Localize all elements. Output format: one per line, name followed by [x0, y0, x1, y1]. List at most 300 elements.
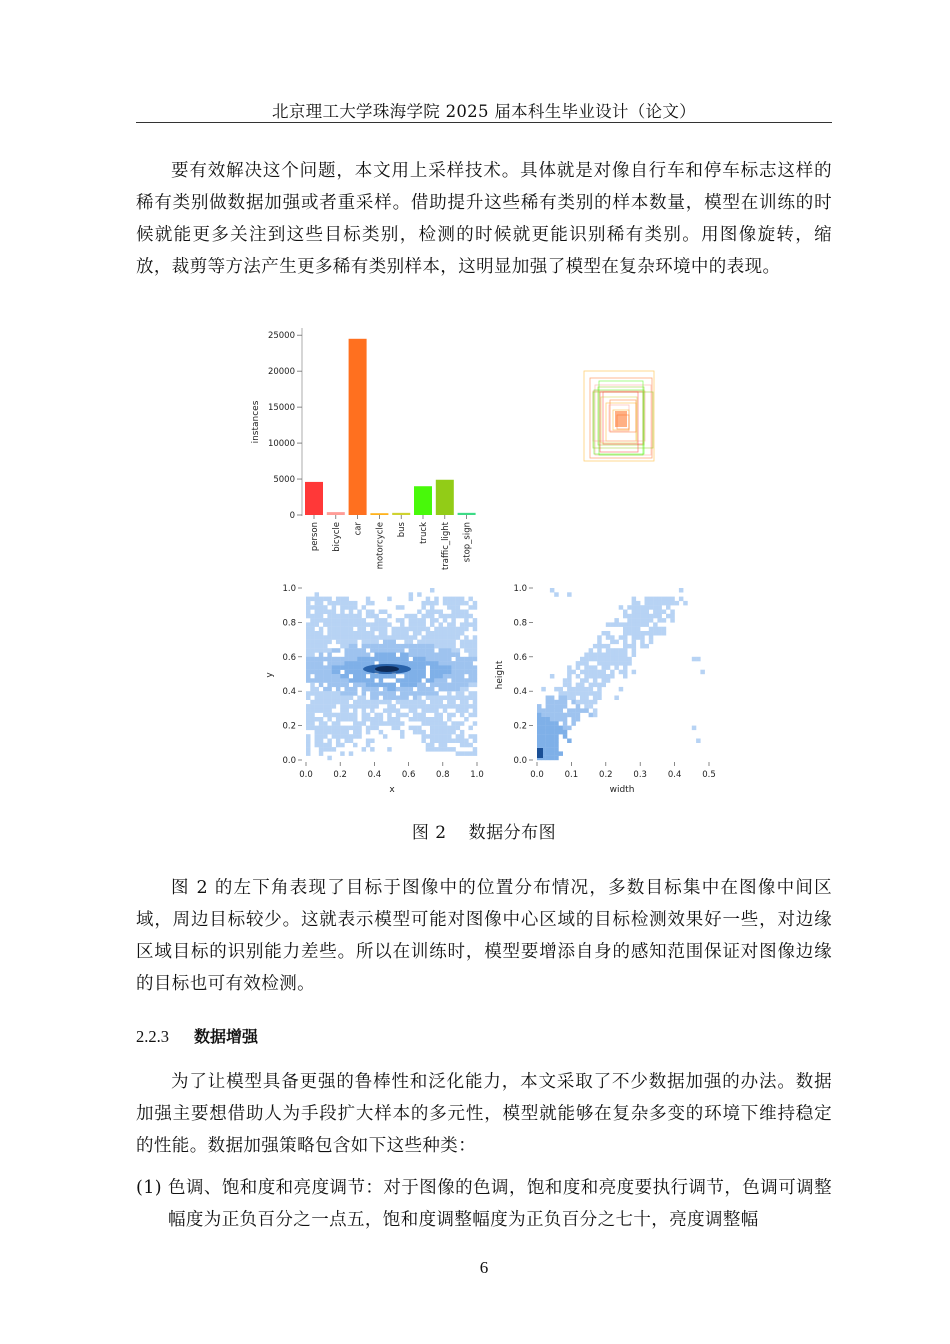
xy-heat-cell	[374, 696, 378, 701]
xy-heat-cell	[392, 687, 396, 692]
wh-heat-cell	[597, 661, 602, 666]
xy-heat-cell	[344, 687, 348, 692]
xy-heat-cell	[353, 721, 357, 726]
xy-heat-cell	[332, 713, 336, 718]
wh-heat-cell	[606, 648, 611, 653]
xy-heat-cell	[374, 644, 378, 649]
xy-heat-cell	[430, 739, 434, 744]
xy-heat-cell	[396, 687, 400, 692]
xy-heat-cell	[366, 614, 370, 619]
xy-heat-cell	[456, 627, 460, 632]
xy-heat-cell	[473, 674, 477, 679]
xy-heat-cell	[443, 739, 447, 744]
xy-heat-cell	[447, 635, 451, 640]
xy-heat-cell	[344, 691, 348, 696]
wh-heat-cell	[541, 743, 546, 748]
header-rule	[136, 122, 832, 123]
xy-heat-cell	[362, 618, 366, 623]
xy-heat-cell	[409, 618, 413, 623]
xy-heat-cell	[340, 610, 344, 615]
xy-heat-cell	[456, 610, 460, 615]
xy-heat-cell	[327, 653, 331, 658]
wh-heat-cell	[645, 618, 650, 623]
xy-heat-cell	[353, 726, 357, 731]
xy-heat-cell	[319, 678, 323, 683]
wh-heat-cell	[632, 653, 637, 658]
bar-xtick-label: motorcycle	[375, 522, 386, 570]
xy-heat-cell	[392, 631, 396, 636]
xy-heat-cell	[349, 627, 353, 632]
xy-heat-cell	[366, 678, 370, 683]
xy-heat-cell	[439, 739, 443, 744]
xy-heat-cell	[366, 730, 370, 735]
wh-heat-cell	[563, 713, 568, 718]
wh-heat-cell	[653, 622, 658, 627]
xy-heat-cell	[357, 622, 361, 627]
xy-heat-cell	[306, 665, 310, 670]
wh-heat-cell	[602, 674, 607, 679]
xy-heat-cell	[434, 721, 438, 726]
xy-heat-cell	[473, 747, 477, 752]
xy-heat-cell	[464, 739, 468, 744]
xy-heat-cell	[327, 704, 331, 709]
wh-heat-cell	[640, 610, 645, 615]
xy-heat-cell	[409, 614, 413, 619]
xy-heat-cell	[353, 670, 357, 675]
bar-ytick-label: 15000	[267, 403, 295, 414]
xy-heat-cell	[421, 683, 425, 688]
xy-heat-cell	[443, 640, 447, 645]
xy-heat-cell	[464, 614, 468, 619]
wh-heat-cell	[632, 601, 637, 606]
xy-heat-cell	[379, 618, 383, 623]
wh-heat-cell	[670, 597, 675, 602]
xy-heat-cell	[456, 687, 460, 692]
xy-heat-cell	[430, 618, 434, 623]
xy-heat-cell	[439, 721, 443, 726]
xy-heat-cell	[344, 618, 348, 623]
wh-heat-cell	[584, 687, 589, 692]
xy-heat-cell	[353, 657, 357, 662]
xy-heat-cell	[417, 622, 421, 627]
xy-heat-cell	[357, 653, 361, 658]
wh-heat-cell	[627, 627, 632, 632]
wh-heat-cell	[653, 605, 658, 610]
wh-heat-cell	[619, 687, 624, 692]
xy-heat-cell	[370, 700, 374, 705]
xy-heat-cell	[417, 687, 421, 692]
wh-heat-cell	[559, 700, 564, 705]
xy-heat-cell	[396, 717, 400, 722]
wh-heat-cell	[550, 717, 555, 722]
xy-heat-cell	[319, 670, 323, 675]
xy-heat-cell	[426, 743, 430, 748]
xy-heat-cell	[396, 605, 400, 610]
figure-caption-number: 图 2	[411, 823, 447, 843]
xy-heat-cell	[417, 610, 421, 615]
wh-heat-cell	[584, 674, 589, 679]
wh-heat-cell	[623, 670, 628, 675]
xy-heat-cell	[362, 605, 366, 610]
xy-heat-cell	[413, 726, 417, 731]
wh-heat-cell	[700, 670, 705, 675]
wh-heat-cell	[614, 640, 619, 645]
wh-heat-cell	[563, 717, 568, 722]
wh-heat-cell	[563, 678, 568, 683]
xy-heat-cell	[439, 674, 443, 679]
xy-heat-cell	[370, 644, 374, 649]
xy-heat-cell	[336, 622, 340, 627]
xy-heat-cell	[379, 648, 383, 653]
xy-heat-cell	[392, 640, 396, 645]
xy-heat-cell	[434, 644, 438, 649]
xy-heat-cell	[310, 721, 314, 726]
wh-heat-cell	[623, 627, 628, 632]
xy-heat-cell	[306, 653, 310, 658]
wh-heat-cell	[593, 696, 598, 701]
xy-heat-cell	[451, 601, 455, 606]
xy-heat-cell	[439, 657, 443, 662]
xy-heat-cell	[439, 644, 443, 649]
xy-heat-cell	[430, 743, 434, 748]
xy-heat-cell	[340, 665, 344, 670]
xy-heat-cell	[362, 687, 366, 692]
xy-heat-cell	[362, 704, 366, 709]
xy-heat-cell	[349, 734, 353, 739]
xy-heat-cell	[387, 614, 391, 619]
xy-heat-cell	[366, 622, 370, 627]
wh-heat-cell	[571, 700, 576, 705]
wh-heat-cell	[550, 756, 555, 761]
wh-heat-cell	[546, 739, 551, 744]
xy-heat-cell	[357, 726, 361, 731]
xy-heat-cell	[349, 653, 353, 658]
xy-heat-cell	[421, 704, 425, 709]
wh-heat-cell	[645, 631, 650, 636]
xy-heat-cell	[387, 721, 391, 726]
wh-heat-cell	[632, 605, 637, 610]
xy-heat-cell	[413, 683, 417, 688]
xy-heat-cell	[370, 683, 374, 688]
xy-heat-cell	[417, 700, 421, 705]
xy-heat-cell	[417, 618, 421, 623]
wh-heat-cell	[649, 614, 654, 619]
xy-heat-cell	[409, 704, 413, 709]
wh-heat-cell	[632, 610, 637, 615]
xy-heat-cell	[464, 610, 468, 615]
wh-heat-cell	[580, 708, 585, 713]
xy-heat-cell	[362, 696, 366, 701]
wh-heat-cell	[623, 622, 628, 627]
wh-heat-cell	[550, 739, 555, 744]
xy-heat-cell	[323, 721, 327, 726]
xy-heat-cell	[421, 687, 425, 692]
xy-heat-cell	[387, 700, 391, 705]
page-number: 6	[479, 1258, 489, 1277]
wh-heat-cell	[627, 661, 632, 666]
xy-heat-cell	[353, 704, 357, 709]
xy-heat-cell	[413, 670, 417, 675]
xy-heat-cell	[430, 605, 434, 610]
xy-heat-cell	[323, 605, 327, 610]
xy-heat-cell	[409, 687, 413, 692]
xy-heat-cell	[468, 644, 472, 649]
xy-heat-cell	[439, 653, 443, 658]
xy-heat-cell	[396, 678, 400, 683]
xy-xtick-label: 0.2	[333, 770, 347, 780]
xy-heat-cell	[327, 717, 331, 722]
xy-heat-cell	[327, 687, 331, 692]
wh-heat-cell	[657, 627, 662, 632]
xy-heat-cell	[336, 713, 340, 718]
xy-heat-cell	[417, 717, 421, 722]
xy-heat-cell	[370, 739, 374, 744]
wh-heat-cell	[602, 644, 607, 649]
wh-heat-cell	[550, 734, 555, 739]
wh-heat-cell	[546, 721, 551, 726]
xy-heat-cell	[344, 631, 348, 636]
xy-heat-cell	[370, 648, 374, 653]
wh-heat-cell	[593, 708, 598, 713]
xy-heat-cell	[319, 730, 323, 735]
xy-heat-cell	[370, 614, 374, 619]
xy-heat-cell	[426, 691, 430, 696]
xy-heat-cell	[353, 717, 357, 722]
xy-heat-cell	[468, 648, 472, 653]
xy-heat-cell	[421, 721, 425, 726]
xy-heat-cell	[370, 687, 374, 692]
xy-heat-cell	[434, 691, 438, 696]
xy-heat-cell	[400, 618, 404, 623]
xy-heat-cell	[443, 683, 447, 688]
xy-heat-cell	[349, 670, 353, 675]
wh-heat-cell	[554, 713, 559, 718]
xy-heat-cell	[404, 635, 408, 640]
wh-heat-cell	[541, 687, 546, 692]
xy-heat-cell	[366, 661, 370, 666]
wh-heat-cell	[550, 588, 555, 593]
xy-heat-cell	[468, 704, 472, 709]
xy-heat-cell	[451, 622, 455, 627]
xy-heat-cell	[468, 683, 472, 688]
xy-heat-cell	[413, 730, 417, 735]
xy-heat-cell	[456, 739, 460, 744]
xy-heat-cell	[430, 696, 434, 701]
xy-heat-cell	[400, 734, 404, 739]
xy-heat-cell	[340, 618, 344, 623]
xy-xtick-label: 0.4	[367, 770, 382, 780]
xy-heat-cell	[379, 717, 383, 722]
list-item-marker: (1)	[136, 1178, 162, 1198]
xy-heat-cell	[460, 730, 464, 735]
xy-heat-cell	[409, 661, 413, 666]
xy-heat-cell	[306, 751, 310, 756]
xy-heat-cell	[344, 657, 348, 662]
xy-heat-cell	[306, 644, 310, 649]
xy-heat-cell	[323, 622, 327, 627]
xy-ytick-label: 0.2	[282, 721, 296, 732]
bar-ytick-label: 25000	[267, 331, 295, 342]
xy-heat-cell	[464, 743, 468, 748]
xy-heat-cell	[413, 614, 417, 619]
xy-heat-cell	[404, 678, 408, 683]
xy-heat-cell	[306, 605, 310, 610]
xy-heat-cell	[456, 678, 460, 683]
xy-heat-cell	[430, 653, 434, 658]
xy-heat-cell	[336, 700, 340, 705]
xy-density-core	[375, 666, 399, 672]
wh-heat-cell	[606, 631, 611, 636]
xy-heat-cell	[451, 678, 455, 683]
xy-heat-cell	[451, 640, 455, 645]
xy-heat-cell	[439, 683, 443, 688]
wh-heat-cell	[614, 622, 619, 627]
wh-heat-cell	[576, 717, 581, 722]
xy-heat-cell	[310, 644, 314, 649]
wh-heat-cell	[563, 683, 568, 688]
wh-heat-cell	[580, 657, 585, 662]
xy-heat-cell	[323, 674, 327, 679]
xy-heat-cell	[344, 696, 348, 701]
xy-heat-cell	[310, 631, 314, 636]
bar-traffic_light	[436, 480, 454, 515]
xy-heat-cell	[456, 670, 460, 675]
xy-heat-cell	[404, 657, 408, 662]
bar-ytick-label: 20000	[267, 367, 295, 378]
xy-heat-cell	[349, 704, 353, 709]
xy-heat-cell	[413, 627, 417, 632]
xy-heat-cell	[413, 678, 417, 683]
xy-heat-cell	[447, 665, 451, 670]
xy-heat-cell	[370, 721, 374, 726]
xy-heat-cell	[370, 674, 374, 679]
xy-heat-cell	[460, 601, 464, 606]
box-overlay	[584, 371, 654, 461]
xy-heat-cell	[456, 665, 460, 670]
xy-heat-cell	[344, 739, 348, 744]
wh-heat-cell	[546, 743, 551, 748]
wh-heat-cell	[567, 592, 572, 597]
wh-heat-cell	[632, 670, 637, 675]
wh-heat-cell	[666, 597, 671, 602]
xy-heat-cell	[357, 618, 361, 623]
xy-heat-cell	[468, 605, 472, 610]
xy-heat-cell	[349, 640, 353, 645]
xy-heat-cell	[426, 687, 430, 692]
xy-heat-cell	[430, 635, 434, 640]
xy-ytick-label: 0.0	[282, 756, 296, 766]
anchor-box-core	[615, 411, 627, 427]
xy-heat-cell	[379, 730, 383, 735]
xy-heat-cell	[460, 683, 464, 688]
xy-heat-cell	[430, 747, 434, 752]
wh-heat-cell	[606, 665, 611, 670]
xy-heat-cell	[357, 700, 361, 705]
xy-heat-cell	[379, 631, 383, 636]
wh-heat-cell	[623, 631, 628, 636]
xy-heat-cell	[447, 627, 451, 632]
xy-heat-cell	[374, 635, 378, 640]
wh-heat-cell	[584, 678, 589, 683]
xy-heat-cell	[417, 657, 421, 662]
wh-heat-cell	[571, 670, 576, 675]
xy-heat-cell	[409, 678, 413, 683]
xy-heat-cell	[434, 683, 438, 688]
xy-heat-cell	[362, 661, 366, 666]
wh-heat-cell	[632, 622, 637, 627]
xy-heat-cell	[336, 657, 340, 662]
xy-heat-cell	[439, 700, 443, 705]
xy-heat-cell	[400, 730, 404, 735]
xy-heat-cell	[464, 704, 468, 709]
xy-heat-cell	[319, 708, 323, 713]
wh-heat-cell	[537, 704, 542, 709]
wh-heat-cell	[550, 708, 555, 713]
xy-heat-cell	[400, 687, 404, 692]
xy-heat-cell	[366, 683, 370, 688]
xy-heat-cell	[439, 670, 443, 675]
xy-heat-cell	[460, 704, 464, 709]
xy-heat-cell	[332, 622, 336, 627]
xy-heat-cell	[460, 708, 464, 713]
xy-heat-cell	[439, 635, 443, 640]
wh-heat-cell	[597, 683, 602, 688]
wh-heat-cell	[619, 622, 624, 627]
xy-heat-cell	[460, 713, 464, 718]
xy-heat-cell	[379, 683, 383, 688]
xy-heat-cell	[344, 730, 348, 735]
xy-heat-cell	[336, 665, 340, 670]
xy-heat-cell	[336, 734, 340, 739]
wh-heat-cell	[606, 635, 611, 640]
wh-heat-cell	[563, 734, 568, 739]
wh-heat-cell	[602, 683, 607, 688]
xy-heat-cell	[379, 674, 383, 679]
xy-heat-cell	[447, 614, 451, 619]
xy-heat-cell	[366, 717, 370, 722]
xy-heat-cell	[319, 721, 323, 726]
xy-heat-cell	[332, 601, 336, 606]
xy-heat-cell	[434, 661, 438, 666]
wh-heat-cell	[623, 644, 628, 649]
xy-heat-cell	[460, 670, 464, 675]
xy-heat-cell	[319, 631, 323, 636]
xy-heat-cell	[468, 743, 472, 748]
wh-heat-cell	[632, 597, 637, 602]
xy-heat-cell	[464, 622, 468, 627]
xy-heat-cell	[447, 704, 451, 709]
xy-heat-cell	[451, 687, 455, 692]
wh-heat-cell	[576, 674, 581, 679]
bar-person	[305, 482, 323, 515]
xy-heat-cell	[379, 721, 383, 726]
wh-heat-cell	[593, 691, 598, 696]
xy-heat-cell	[319, 640, 323, 645]
xy-heat-cell	[421, 674, 425, 679]
wh-heat-cell	[653, 597, 658, 602]
xy-heat-cell	[468, 674, 472, 679]
xy-heat-cell	[464, 657, 468, 662]
wh-heat-cell	[584, 696, 589, 701]
xy-heat-cell	[417, 726, 421, 731]
xy-heat-cell	[443, 597, 447, 602]
wh-heat-cell	[623, 648, 628, 653]
wh-heat-cell	[550, 726, 555, 731]
wh-heat-cell	[554, 687, 559, 692]
xy-heat-cell	[315, 717, 319, 722]
xy-heat-cell	[460, 678, 464, 683]
wh-heat-cell	[619, 635, 624, 640]
